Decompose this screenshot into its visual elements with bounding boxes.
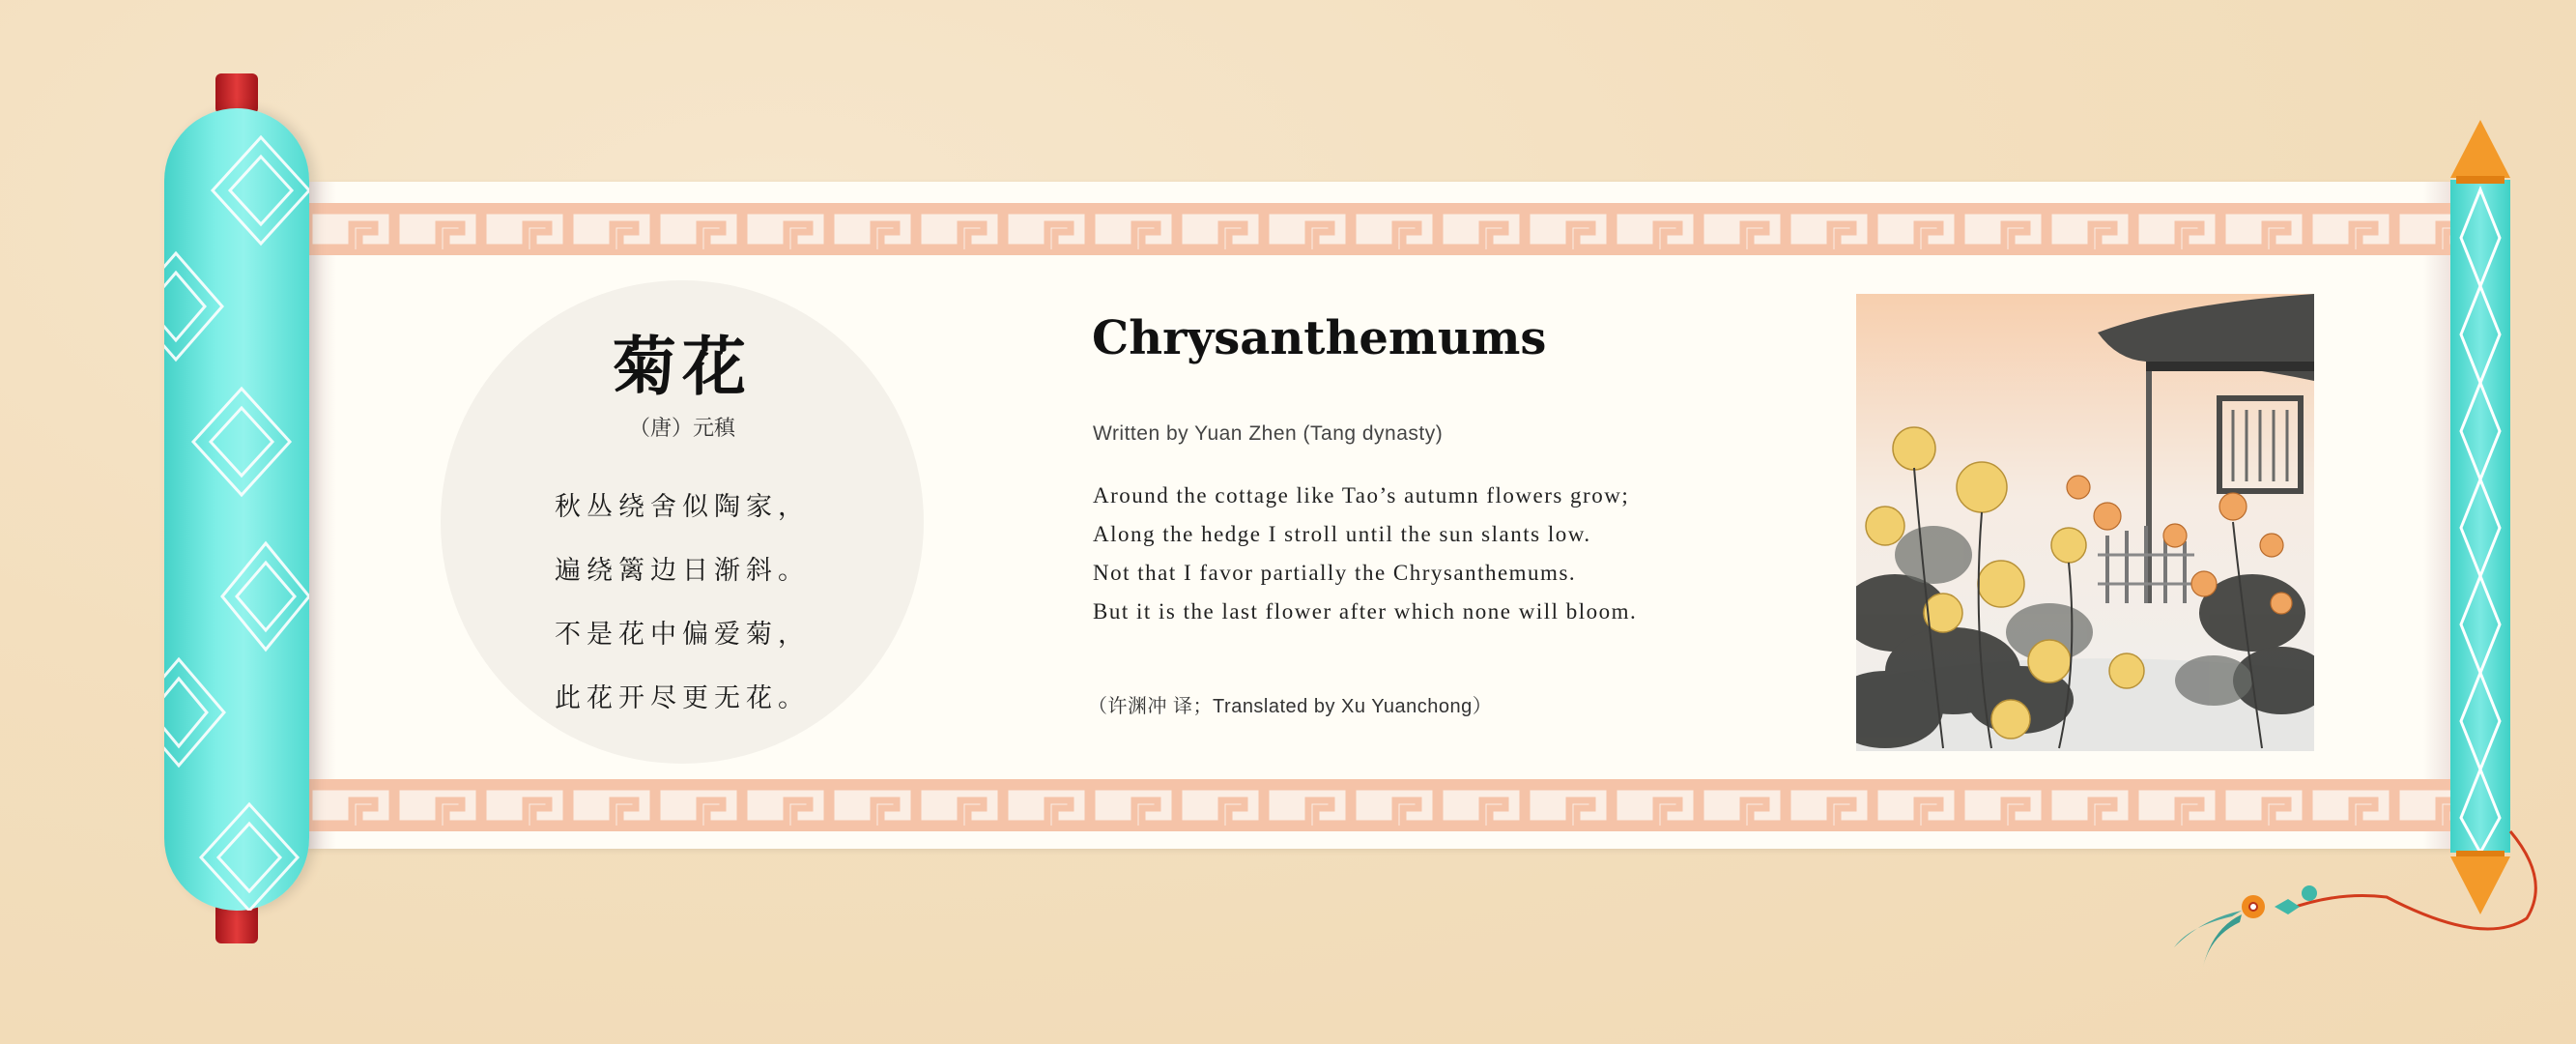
english-poem-line-2: Along the hedge I stroll until the sun slants low. — [1093, 522, 1591, 546]
english-poem-line-3: Not that I favor partially the Chrysanthemums. — [1093, 561, 1577, 585]
english-poem-title: Chrysanthemums — [1092, 311, 1547, 365]
chinese-poem-line-1: 秋丛绕舍似陶家， — [555, 492, 810, 522]
english-poem-line-4: But it is the last flower after which none will bloom. — [1093, 599, 1638, 624]
chinese-poem-line-4: 此花开尽更无花。 — [555, 683, 810, 713]
chinese-poem-line-2: 遍绕篱边日渐斜。 — [555, 556, 810, 586]
right-scroll-roller — [2450, 180, 2510, 853]
chrysanthemum-painting-icon — [1856, 294, 2314, 751]
left-scroll-roller — [164, 108, 309, 911]
paper-shadow-left — [307, 182, 336, 849]
english-poem-author: Written by Yuan Zhen (Tang dynasty) — [1093, 422, 1444, 445]
translation-credit: （许渊冲 译；Translated by Xu Yuanchong） — [1088, 696, 1493, 717]
chinese-poem-title: 菊花 — [613, 329, 752, 404]
finial-top-icon — [2450, 120, 2510, 184]
tassel-icon — [2097, 822, 2551, 976]
chinese-poem-author: （唐）元稹 — [628, 417, 735, 441]
english-poem-line-1: Around the cottage like Tao’s autumn flowers grow; — [1093, 483, 1630, 508]
chinese-poem-line-3: 不是花中偏爱菊， — [555, 620, 810, 650]
diamond-pattern-icon — [2450, 180, 2510, 853]
roller-ornament-icon — [164, 108, 309, 911]
fret-border-top — [307, 203, 2454, 255]
